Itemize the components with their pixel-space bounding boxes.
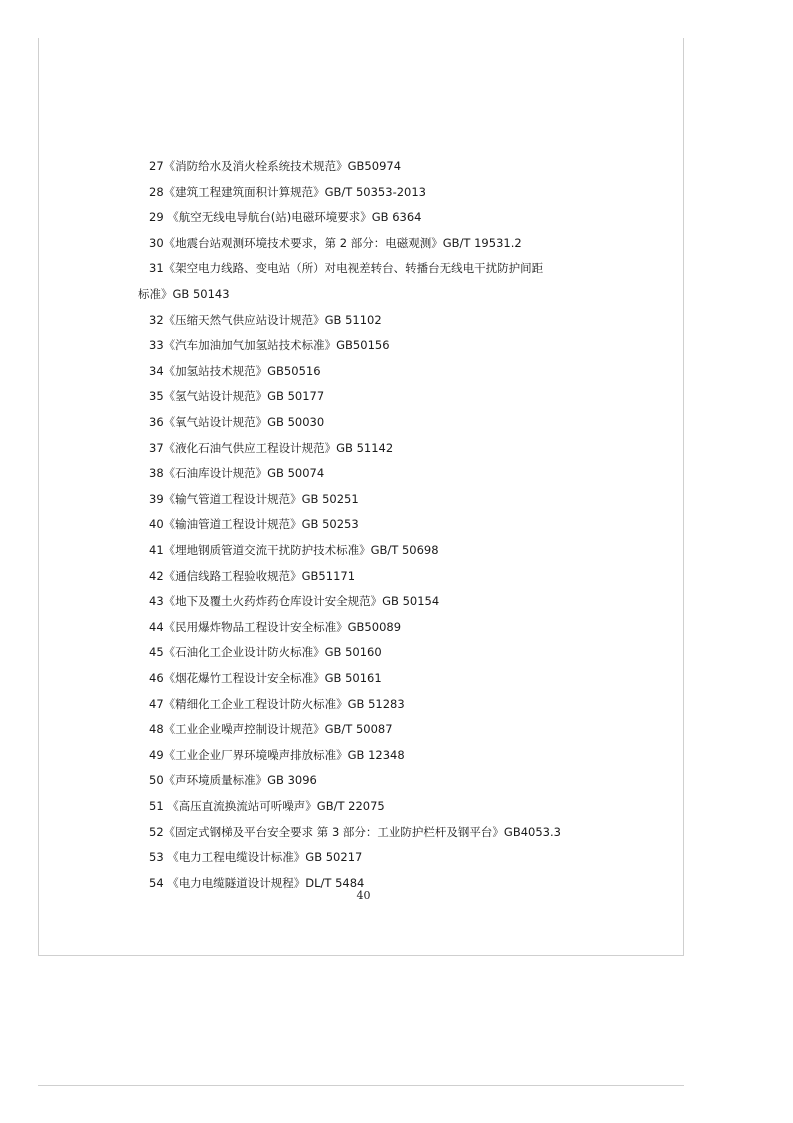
reference-text: 45《石油化工企业设计防火标准》GB 50160 bbox=[149, 645, 382, 660]
reference-text: 46《烟花爆竹工程设计安全标准》GB 50161 bbox=[149, 671, 382, 685]
reference-text-continuation: 标准》GB 50143 bbox=[138, 286, 230, 301]
reference-text: 36《氧气站设计规范》GB 50030 bbox=[149, 415, 325, 429]
reference-text: 32《压缩天然气供应站设计规范》GB 51102 bbox=[149, 312, 382, 327]
reference-text: 30《地震台站观测环境技术要求，第 2 部分：电磁观测》GB/T 19531.2 bbox=[149, 235, 522, 250]
reference-text: 52《固定式钢梯及平台安全要求 第 3 部分：工业防护栏杆及钢平台》GB4053.3 bbox=[149, 824, 561, 839]
reference-text: 51 《高压直流换流站可听噪声》GB/T 22075 bbox=[149, 799, 385, 813]
reference-text: 27《消防给水及消火栓系统技术规范》GB50974 bbox=[149, 159, 402, 173]
reference-text: 35《氢气站设计规范》GB 50177 bbox=[149, 389, 325, 404]
reference-text: 31《架空电力线路、变电站（所）对电视差转台、转播台无线电干扰防护间距 bbox=[149, 261, 544, 276]
reference-text: 37《液化石油气供应工程设计规范》GB 51142 bbox=[149, 440, 394, 455]
reference-text: 40《输油管道工程设计规范》GB 50253 bbox=[149, 517, 359, 532]
reference-text: 28《建筑工程建筑面积计算规范》GB/T 50353-2013 bbox=[149, 184, 426, 199]
reference-text: 38《石油库设计规范》GB 50074 bbox=[149, 466, 325, 481]
reference-text: 39《输气管道工程设计规范》GB 50251 bbox=[149, 491, 359, 506]
reference-text: 47《精细化工企业工程设计防火标准》GB 51283 bbox=[149, 696, 405, 711]
page-number: 40 bbox=[356, 889, 371, 902]
reference-text: 44《民用爆炸物品工程设计安全标准》GB50089 bbox=[149, 619, 402, 634]
reference-text: 42《通信线路工程验收规范》GB51171 bbox=[149, 568, 356, 583]
reference-text: 48《工业企业噪声控制设计规范》GB/T 50087 bbox=[149, 722, 393, 737]
page-frame bbox=[38, 38, 684, 956]
reference-text: 29 《航空无线电导航台(站)电磁环境要求》GB 6364 bbox=[149, 210, 422, 225]
reference-text: 33《汽车加油加气加氢站技术标准》GB50156 bbox=[149, 338, 390, 353]
reference-text: 50《声环境质量标准》GB 3096 bbox=[149, 773, 317, 788]
reference-text: 43《地下及覆土火药炸药仓库设计安全规范》GB 50154 bbox=[149, 594, 440, 609]
reference-text: 54 《电力电缆隧道设计规程》DL/T 5484 bbox=[149, 875, 365, 890]
reference-text: 41《埋地钢质管道交流干扰防护技术标准》GB/T 50698 bbox=[149, 543, 439, 557]
next-page-top-border bbox=[38, 1085, 684, 1086]
reference-text: 49《工业企业厂界环境噪声排放标准》GB 12348 bbox=[149, 747, 405, 762]
reference-text: 53 《电力工程电缆设计标准》GB 50217 bbox=[149, 850, 363, 865]
reference-text: 34《加氢站技术规范》GB50516 bbox=[149, 363, 321, 378]
